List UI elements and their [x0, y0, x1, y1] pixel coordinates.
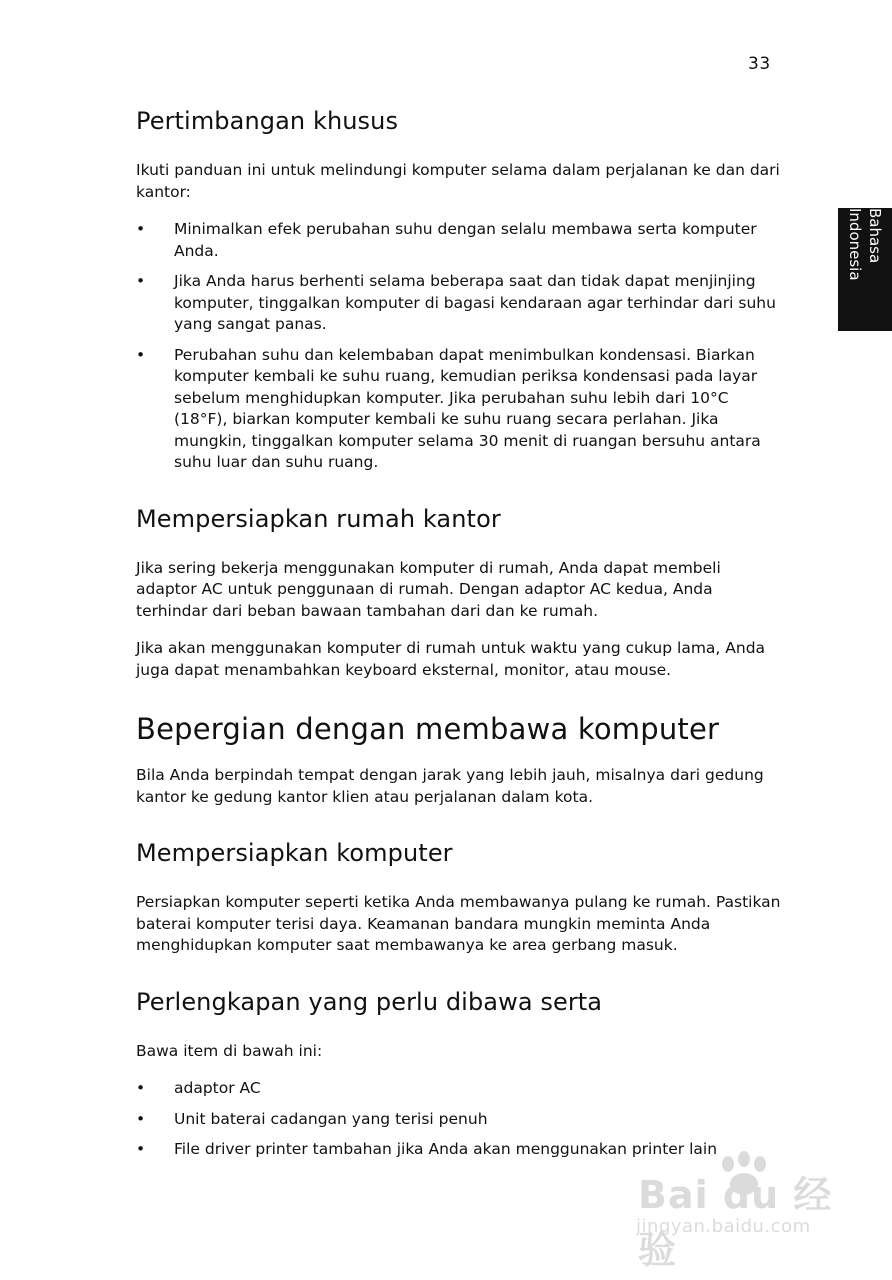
bullet-icon: •	[136, 272, 146, 290]
list-item: • Unit baterai cadangan yang terisi penuh	[136, 1109, 786, 1131]
chapter-heading-traveling: Bepergian dengan membawa komputer	[136, 712, 720, 746]
baidu-watermark	[630, 1150, 860, 1272]
section-intro: Ikuti panduan ini untuk melindungi komputer selama dalam perjalanan ke dan dari kantor:	[136, 161, 780, 201]
list-item: • Minimalkan efek perubahan suhu dengan selalu membawa serta komputer Anda.	[136, 220, 757, 260]
bullet-list	[136, 219, 786, 474]
bullet-icon: •	[136, 220, 146, 238]
bullet-icon: •	[136, 1079, 146, 1097]
paragraph: Jika sering bekerja menggunakan komputer di rumah, Anda dapat membeli adaptor AC untuk penggunaan di rumah. Dengan adaptor AC kedua, Anda terhindar dari beban bawaan tambahan dari dan ke rumah.	[136, 558, 721, 620]
document-body	[136, 106, 786, 1191]
paragraph: Bila Anda berpindah tempat dengan jarak yang lebih jauh, misalnya dari gedung kantor ke gedung kantor klien atau perjalanan dalam kota.	[136, 766, 764, 806]
list-item: • Perubahan suhu dan kelembaban dapat menimbulkan kondensasi. Biarkan komputer kembali ke suhu ruang, kemudian periksa kondensasi pada layar sebelum menghidupkan komputer. Jika perubahan suhu lebih dari 10°C (18°F), biarkan komputer kembali ke suhu ruang secara perlahan. Jika mungkin, tinggalkan komputer selama 30 menit di ruangan bersuhu antara suhu luar dan suhu ruang.	[136, 345, 761, 471]
section-heading-home-office: Mempersiapkan rumah kantor	[136, 504, 501, 533]
section-heading-what-to-bring: Perlengkapan yang perlu dibawa serta	[136, 987, 603, 1016]
section-heading-prepare-computer: Mempersiapkan komputer	[136, 839, 453, 867]
bullet-list	[136, 1078, 786, 1161]
paragraph: Persiapkan komputer seperti ketika Anda membawanya pulang ke rumah. Pastikan baterai komputer terisi daya. Keamanan bandara mungkin meminta Anda menghidupkan komputer saat membawanya ke area gerbang masuk.	[136, 893, 781, 954]
language-side-tab: Bahasa Indonesia	[838, 208, 892, 331]
paragraph: Jika akan menggunakan komputer di rumah untuk waktu yang cukup lama, Anda juga dapat menambahkan keyboard eksternal, monitor, atau mouse.	[136, 639, 766, 679]
page-number: 33	[748, 54, 771, 74]
list-item: • Jika Anda harus berhenti selama beberapa saat dan tidak dapat menjinjing komputer, tinggalkan komputer di bagasi kendaraan agar terhindar dari suhu yang sangat panas.	[136, 272, 776, 333]
bullet-icon: •	[136, 345, 146, 364]
watermark-url: jingyan.baidu.com	[636, 1216, 811, 1237]
bullet-icon: •	[136, 1140, 146, 1158]
list-item: • File driver printer tambahan jika Anda akan menggunakan printer lain	[136, 1139, 786, 1161]
list-item: • adaptor AC	[136, 1078, 786, 1100]
bullet-icon: •	[136, 1109, 146, 1128]
section-intro: Bawa item di bawah ini:	[136, 1041, 323, 1060]
section-heading-special-considerations: Pertimbangan khusus	[136, 107, 399, 135]
watermark-brand: Bai du 经验	[638, 1173, 833, 1272]
